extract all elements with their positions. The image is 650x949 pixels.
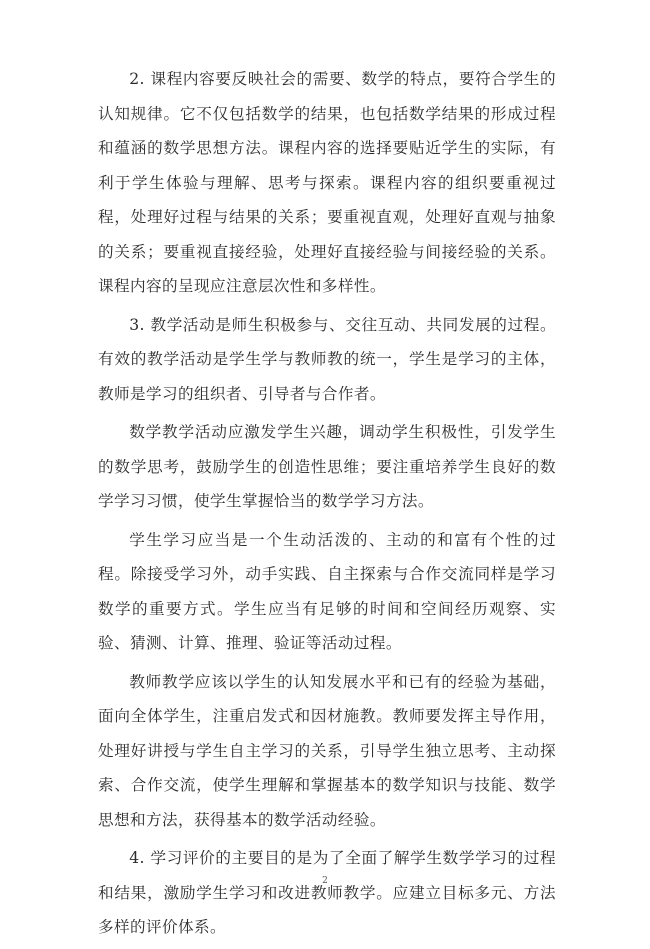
page-number: 2 bbox=[322, 876, 328, 886]
document-body bbox=[98, 62, 556, 949]
paragraph-learning-evaluation: 4. 学习评价的主要目的是为了全面了解学生数学学习的过程和结果，激励学生学习和改进教师教学。应建立目标多元、方法多样的评价体系。 bbox=[98, 849, 556, 936]
paragraph-curriculum-content: 2. 课程内容要反映社会的需要、数学的特点，要符合学生的认知规律。它不仅包括数学的结果，也包括数学结果的形成过程和蕴涵的数学思想方法。课程内容的选择要贴近学生的实际，有利于学生体验与理解、思考与探索。课程内容的组织要重视过程，处理好过程与结果的关系；要重视直观，处理好直观与抽象的关系；要重视直接经验，处理好直接经验与间接经验的关系。课程内容的呈现应注意层次性和多样性。 bbox=[98, 70, 556, 295]
paragraph-math-teaching: 数学教学活动应激发学生兴趣，调动学生积极性，引发学生的数学思考，鼓励学生的创造性思维；要注重培养学生良好的数学学习习惯，使学生掌握恰当的数学学习方法。 bbox=[98, 423, 556, 510]
paragraph-teaching-activity: 3. 教学活动是师生积极参与、交往互动、共同发展的过程。有效的教学活动是学生学与教师教的统一，学生是学习的主体，教师是学习的组织者、引导者与合作者。 bbox=[98, 315, 556, 403]
paragraph-teacher-teaching: 教师教学应该以学生的认知发展水平和已有的经验为基础，面向全体学生，注重启发式和因材施教。教师要发挥主导作用，处理好讲授与学生自主学习的关系，引导学生独立思考、主动探索、合作交流，使学生理解和掌握基本的数学知识与技能、数学思想和方法，获得基本的数学活动经验。 bbox=[98, 672, 556, 829]
paragraph-student-learning: 学生学习应当是一个生动活泼的、主动的和富有个性的过程。除接受学习外，动手实践、自主探索与合作交流同样是学习数学的重要方式。学生应当有足够的时间和空间经历观察、实验、猜测、计算、推理、验证等活动过程。 bbox=[98, 530, 556, 652]
